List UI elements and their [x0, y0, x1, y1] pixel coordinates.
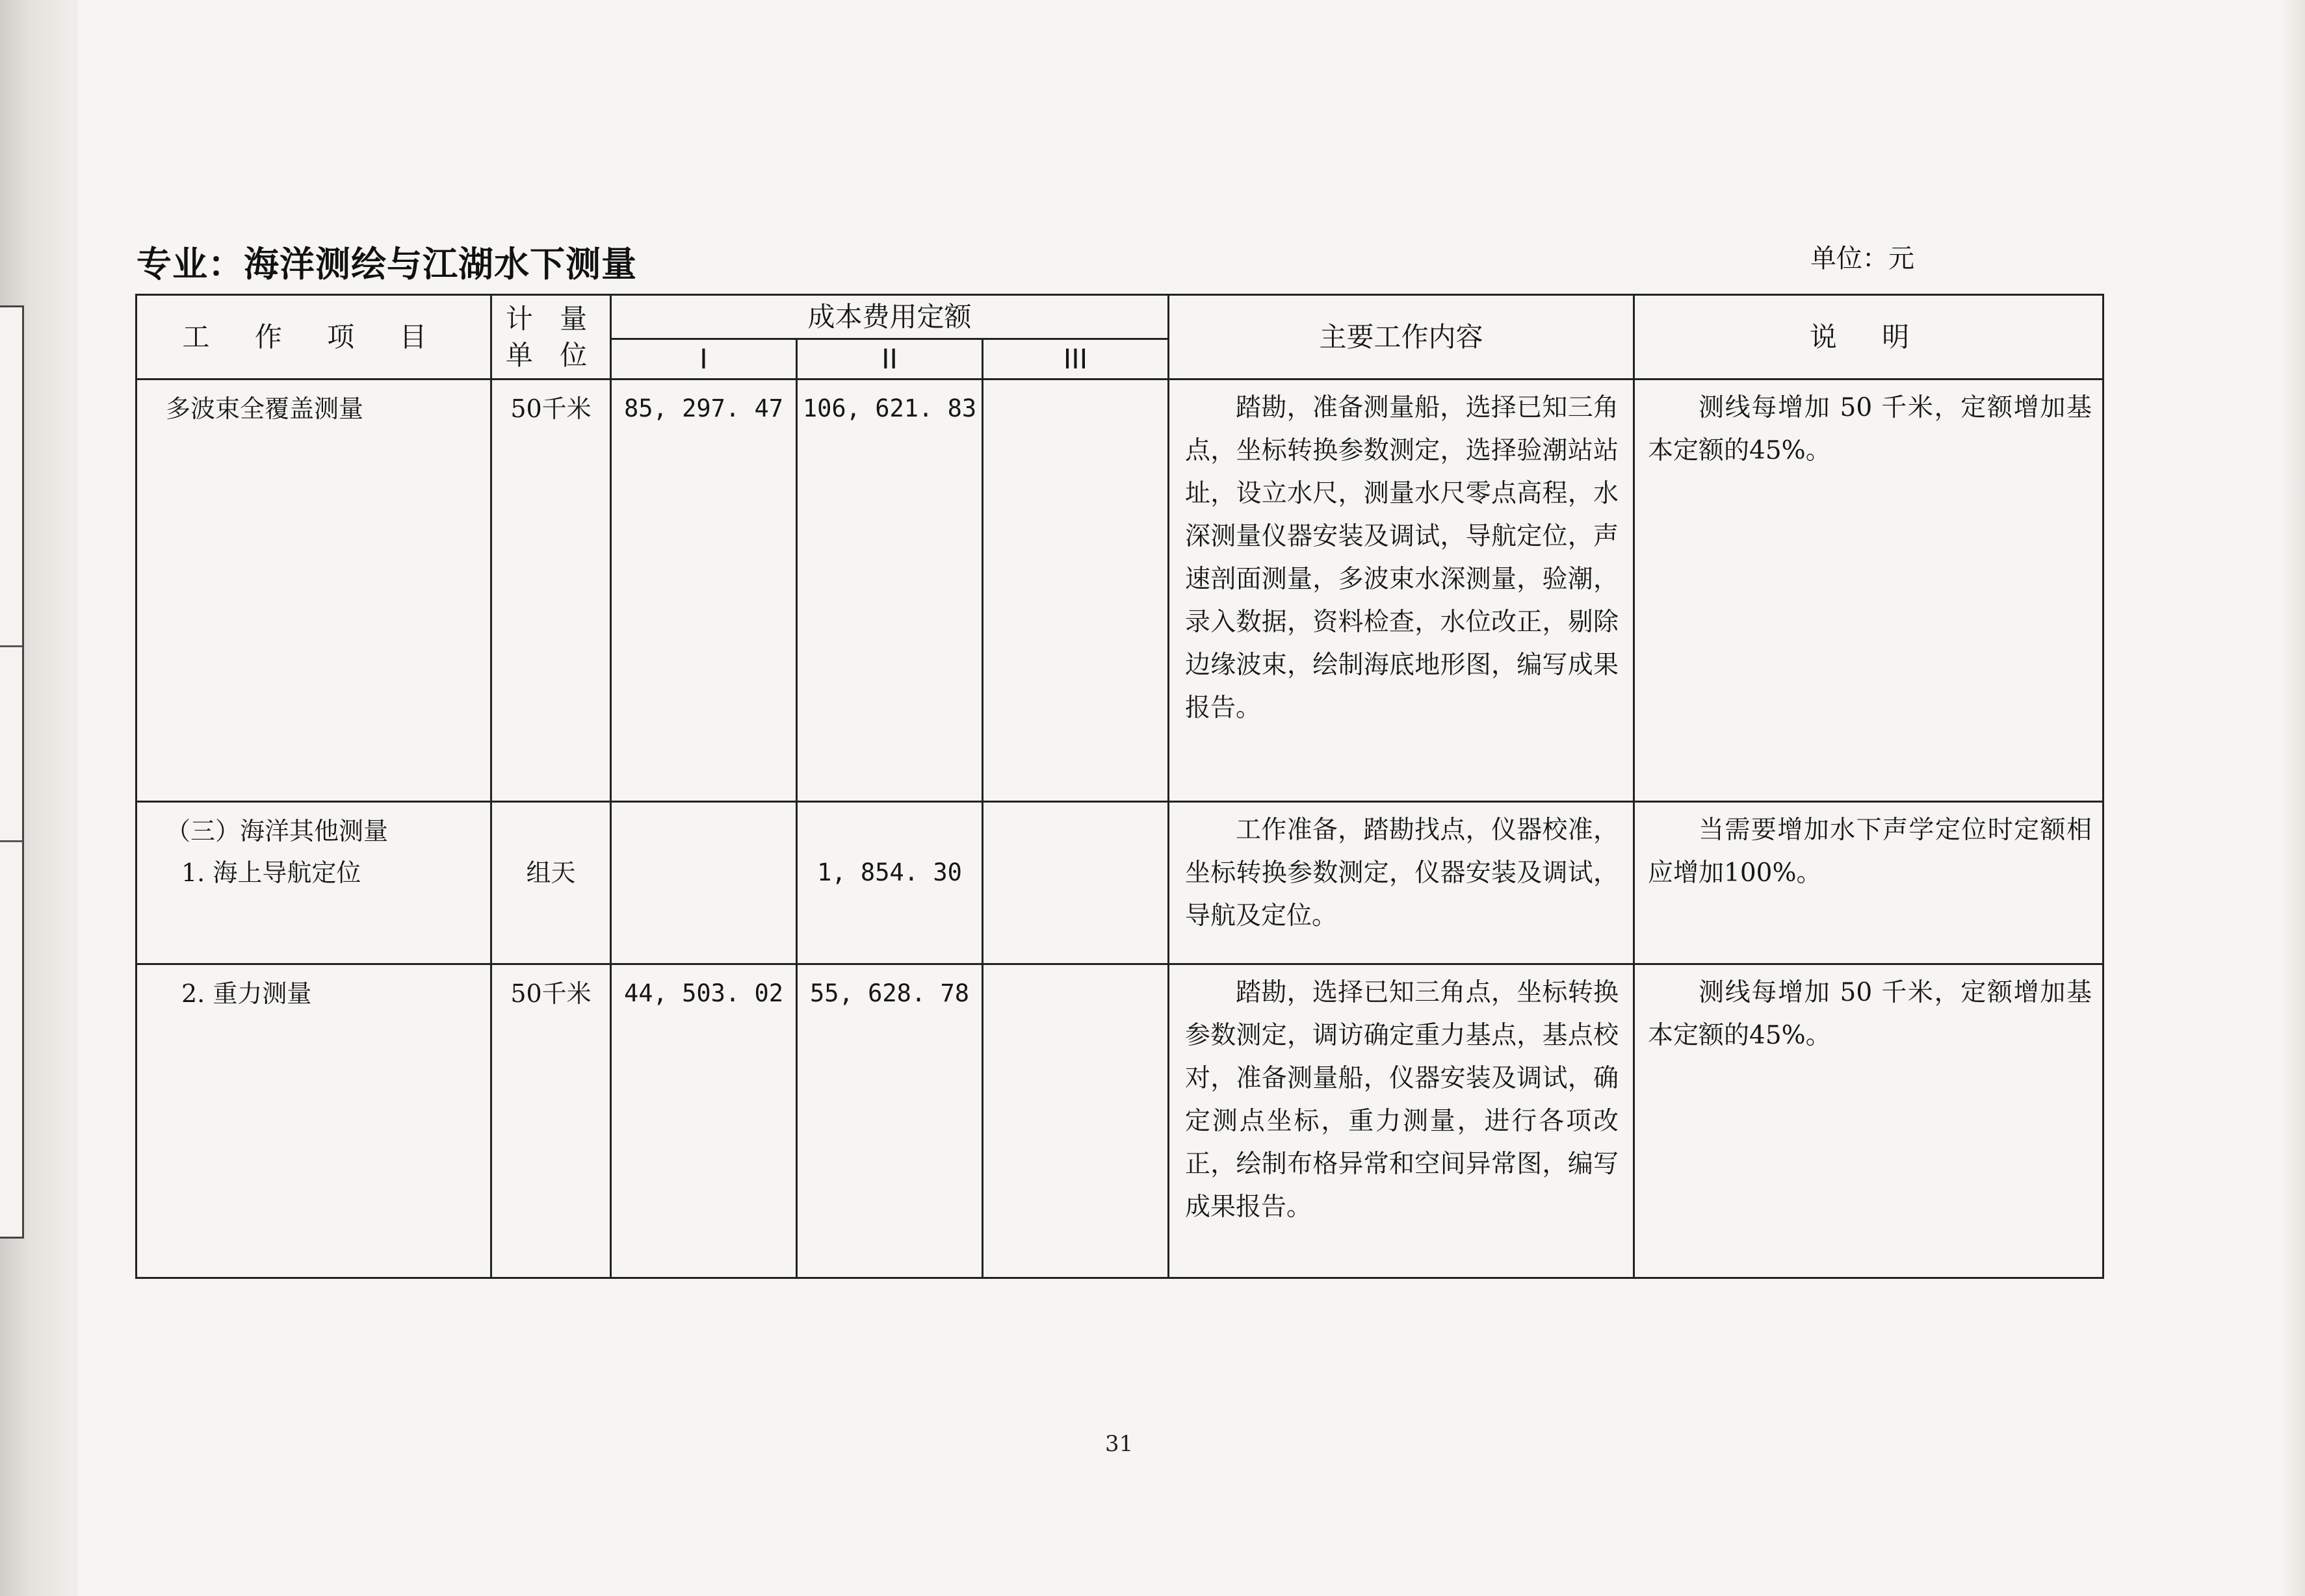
table-row	[137, 964, 2103, 1278]
book-binding	[0, 0, 78, 1596]
row-grade-3	[983, 802, 1169, 964]
col-header-unit-line1: 计 量	[505, 302, 597, 335]
row-unit: 50千米	[491, 964, 611, 1278]
page-number: 31	[1105, 1431, 1134, 1457]
row-main-work: 工作准备，踏勘找点，仪器校准，坐标转换参数测定，仪器安装及调试，导航及定位。	[1169, 802, 1634, 964]
row-note: 当需要增加水下声学定位时定额相应增加100%。	[1634, 802, 2103, 964]
row-item-cell	[137, 964, 491, 1278]
row-item-name: 多波束全覆盖测量	[166, 394, 364, 423]
currency-unit: 单位：元	[1810, 244, 1914, 274]
row-grade-1	[611, 802, 797, 964]
row-main-work: 踏勘，准备测量船，选择已知三角点，坐标转换参数测定，选择验潮站站址，设立水尺，测量水尺零点高程，水深测量仪器安装及调试，导航定位，声速剖面测量，多波束水深测量，验潮，录入数据，资料检查，水位改正，剔除边缘波束，绘制海底地形图，编写成果报告。	[1169, 380, 1634, 802]
row-item-cell	[137, 802, 491, 964]
col-header-main-work: 主要工作内容	[1169, 295, 1634, 380]
row-grade-2: 55, 628. 78	[797, 964, 983, 1278]
row-main-work: 踏勘，选择已知三角点，坐标转换参数测定，调访确定重力基点，基点校对，准备测量船，仪器安装及调试，确定测点坐标，重力测量，进行各项改正，绘制布格异常和空间异常图，编写成果报告。	[1169, 964, 1634, 1278]
col-header-unit-line2: 单 位	[505, 339, 597, 371]
col-header-unit	[491, 295, 611, 380]
facing-page-rule	[0, 645, 22, 647]
section-heading: （三）海洋其他测量	[166, 817, 389, 845]
col-header-item: 工 作 项 目	[137, 295, 491, 380]
row-item-name: 2. 重力测量	[181, 979, 312, 1008]
specialty-title: 专业：海洋测绘与江湖水下测量	[137, 244, 637, 285]
row-item-name: 1. 海上导航定位	[181, 858, 361, 887]
col-header-cost-group: 成本费用定额	[611, 295, 1169, 339]
row-note: 测线每增加 50 千米，定额增加基本定额的45%。	[1634, 380, 2103, 802]
table-header-row	[137, 295, 2103, 339]
table-row	[137, 380, 2103, 802]
row-grade-1: 44, 503. 02	[611, 964, 797, 1278]
row-unit: 50千米	[491, 380, 611, 802]
row-grade-2: 1, 854. 30	[797, 802, 983, 964]
col-header-grade-3: III	[983, 339, 1169, 380]
facing-page-edge	[0, 305, 24, 1239]
col-header-grade-1: I	[611, 339, 797, 380]
row-unit: 组天	[491, 802, 611, 964]
cost-norm-table	[135, 294, 2104, 1279]
col-header-note: 说 明	[1634, 295, 2103, 380]
row-grade-3	[983, 964, 1169, 1278]
row-grade-3	[983, 380, 1169, 802]
row-note: 测线每增加 50 千米，定额增加基本定额的45%。	[1634, 964, 2103, 1278]
table-row	[137, 802, 2103, 964]
row-grade-1: 85, 297. 47	[611, 380, 797, 802]
col-header-grade-2: II	[797, 339, 983, 380]
row-item-cell	[137, 380, 491, 802]
row-grade-2: 106, 621. 83	[797, 380, 983, 802]
page-edge-shadow	[2279, 0, 2305, 1596]
facing-page-rule	[0, 840, 22, 842]
